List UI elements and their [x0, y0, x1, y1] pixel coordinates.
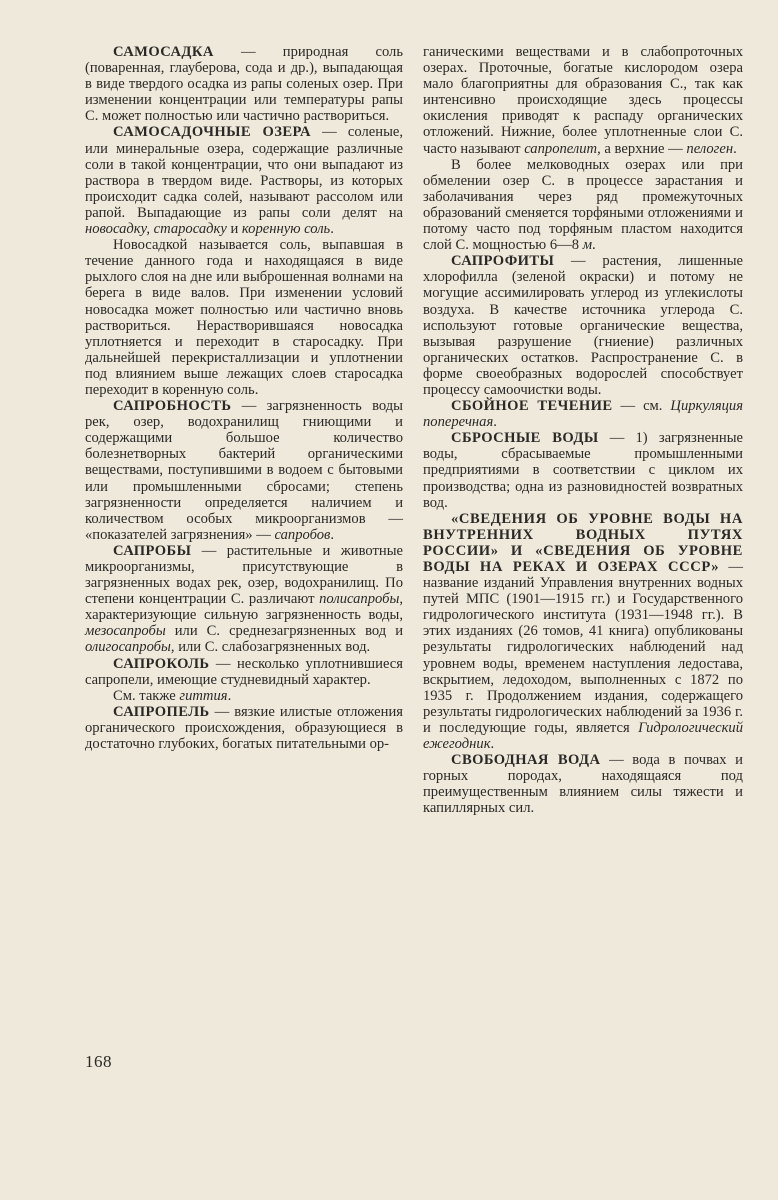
headword: САМОСАДОЧНЫЕ ОЗЕРА — [113, 124, 311, 141]
entry-text: — загрязненность воды рек, озер, водохранилищ гниющими и содержащими большое количество болезнетворных бактерий органическими веществами, поступившими в водоем с бытовыми или промышленными сбросами; степень загрязненности определяется наличием и количеством особых микроорганизмов — «показателей загрязнения» — — [85, 398, 403, 543]
entry-saprobnost — [85, 398, 403, 543]
entry-text: Новосадкой называется соль, выпавшая в течение данного года и находящаяся в виде рыхлого слоя на дне или выброшенная волнами на берега в виде валов. При изменении условий новосадка может полностью или частично вновь раствориться. Нерастворившаяся новосадка уплотняется и переходит в старосадку. При дальнейшей перекристаллизации и уплотнении под влиянием выше лежащих слоев старосадка переходит в коренную соль. — [85, 237, 403, 398]
unit: м — [582, 237, 593, 254]
entry-text: или С. среднезагрязненных вод и — [165, 623, 403, 640]
entry-saprokol — [85, 656, 403, 688]
entry-text: , характеризующие сильную загрязненность воды, — [85, 591, 403, 624]
entry-text: , а верхние — — [597, 140, 687, 157]
term: пелоген — [686, 140, 734, 157]
cross-reference: сапробов — [274, 526, 331, 543]
entry-text: , или С. слабозагрязненных вод. — [170, 639, 371, 656]
entry-text: — 1) загрязненные воды, сбрасываемые промышленными предприятиями в соответствии с циклом их производства; одна из разновидностей возвратных вод. — [423, 430, 744, 511]
cross-reference: Гидрологический ежегодник — [423, 719, 743, 753]
cross-reference: гиттия — [179, 687, 228, 704]
entry-saproby — [85, 543, 403, 656]
cross-reference: коренную соль — [241, 221, 331, 238]
entry-sapropel-continued — [423, 44, 743, 157]
entry-text: — вода в почвах и горных породах, находящаяся под преимущественным влиянием силы тяжести и капиллярных сил. — [423, 752, 743, 817]
entry-text: . — [493, 414, 497, 431]
right-column — [423, 44, 743, 817]
entry-text: — растительные и животные микроорганизмы, присутствующие в загрязненных водах рек, озер, водохранилищ. По степени концентрации С. различают — [85, 542, 403, 608]
entry-text: . — [330, 526, 335, 543]
entry-text: . — [733, 140, 737, 157]
entry-text: См. также — [113, 687, 180, 704]
paragraph-novosadka — [85, 237, 403, 398]
entry-sbrosnye-vody — [423, 430, 743, 510]
entry-text: — растения, лишенные хлорофилла (зеленой окраски) и потому не могущие ассимилировать углерод из углекислоты воздуха. В качестве источника углерода С. используют готовые органические вещества, вызывая разрушение (гниение) различных органических остатков. Распространение С. в форме своеобразных водорослей способствует процессу самоочистки воды. — [423, 253, 743, 398]
entry-text: и — [226, 221, 242, 238]
paragraph-melkovodnye-ozera — [423, 157, 743, 254]
see-also-line — [85, 688, 403, 704]
headword: САПРОБЫ — [113, 542, 192, 559]
headword: СБОЙНОЕ ТЕЧЕНИЕ — [451, 398, 613, 415]
entry-text: . — [490, 736, 495, 753]
entry-text: — см. — [612, 398, 671, 415]
entry-sboinoe-techenie — [423, 398, 743, 430]
entry-text: — несколько уплотнившиеся сапропели, имеющие студневидный характер. — [85, 655, 403, 688]
headword: САПРОБНОСТЬ — [113, 398, 232, 415]
page-number: 168 — [85, 1052, 112, 1071]
cross-reference: новосадку, старосадку — [85, 221, 227, 238]
headword: «СВЕДЕНИЯ ОБ УРОВНЕ ВОДЫ НА ВНУТРЕННИХ ВОДНЫХ ПУТЯХ РОССИИ» И «СВЕДЕНИЯ ОБ УРОВНЕ ВОДЫ НА РЕКАХ И ОЗЕРАХ СССР» — [423, 510, 743, 575]
cross-reference: Циркуляция поперечная — [423, 398, 743, 431]
headword: СБРОСНЫЕ ВОДЫ — [451, 430, 599, 447]
entry-samosadka — [85, 44, 403, 124]
entry-text: . — [330, 221, 334, 238]
left-column — [85, 44, 403, 752]
term: мезосапробы — [85, 623, 166, 640]
entry-text: — вязкие илистые отложения органического происхождения, образующиеся в достаточно глубоких, богатых питательными ор- — [85, 703, 403, 753]
entry-sapropel — [85, 704, 403, 752]
entry-svedeniya-ob-urovne-vody — [423, 511, 743, 752]
entry-text: В более мелководных озерах или при обмелении озер С. в процессе зарастания и заболачивания через ряд промежуточных образований сменяется торфяными отложениями и потому часто под торфяным пластом находится слой С. мощностью 6—8 — [423, 156, 743, 254]
headword: САМОСАДКА — [113, 44, 214, 60]
headword: САПРОПЕЛЬ — [113, 703, 210, 720]
entry-text: ганическими веществами и в слабопроточных озерах. Проточные, богатые кислородом озера мало благоприятны для образования С., так как интенсивно происходящие здесь процессы окисления приводят к распаду органических отложений. Нижние, более уплотненные слои С. часто называют — [423, 44, 743, 157]
headword: САПРОКОЛЬ — [113, 655, 210, 672]
entry-text: . — [227, 687, 232, 704]
headword: СВОБОДНАЯ ВОДА — [451, 752, 601, 769]
term: олигосапробы — [85, 639, 171, 656]
term: сапропелит — [524, 140, 598, 157]
headword: САПРОФИТЫ — [451, 253, 555, 270]
entry-text: — природная соль (поваренная, глауберова, сода и др.), выпадающая в виде твердого осадка из рапы соленых озер. При изменении концентрации или температуры рапы С. может полностью или частично раствориться. — [85, 44, 403, 125]
entry-saprofity — [423, 253, 743, 398]
entry-text: — соленые, или минеральные озера, содержащие различные соли в такой концентрации, что они выпадают из раствора в твердом виде. Растворы, из которых происходит садка солей, называют рассолом или рапой. Выпадающие из рапы соли делят на — [85, 124, 403, 221]
term: полисапробы — [319, 591, 400, 608]
entry-samosadochnye-ozera — [85, 124, 403, 237]
entry-svobodnaya-voda — [423, 752, 743, 816]
entry-text: . — [592, 237, 596, 254]
entry-text: — название изданий Управления внутренних водных путей МПС (1901—1915 гг.) и Государственного гидрологического института (1931—1948 гг.). В этих изданиях (26 томов, 41 книга) опубликованы результаты гидрологических наблюдений над уровнем воды, временем наступления ледостава, вскрытием, ледоходом, выполненных с 1872 по 1935 г. Продолжением издания, содержащего результаты гидрологических наблюдений за 1936 г. и последующие годы, является — [423, 559, 743, 736]
